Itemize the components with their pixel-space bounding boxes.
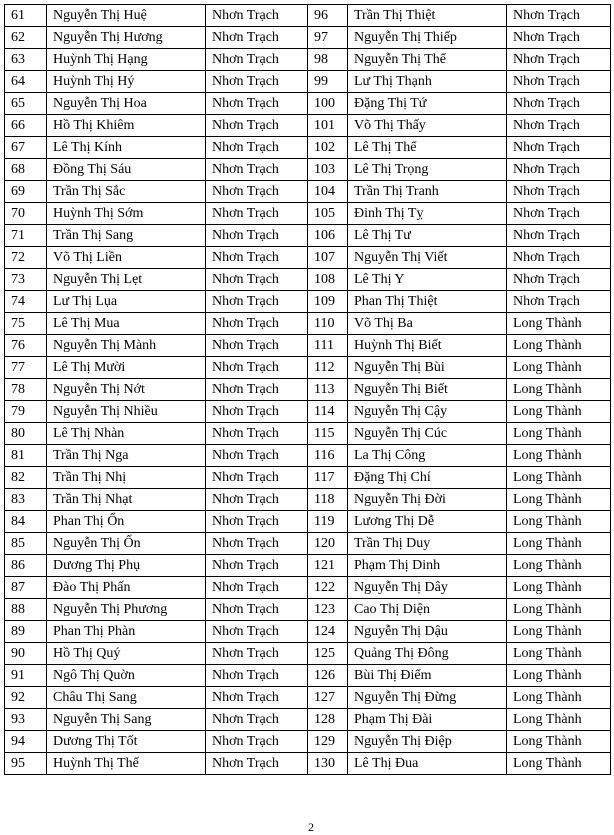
right-name-cell: Nguyễn Thị Biết: [348, 379, 507, 401]
roster-table: [4, 4, 611, 775]
right-place-cell: Nhơn Trạch: [507, 181, 611, 203]
left-place-cell: Nhơn Trạch: [206, 203, 308, 225]
left-number-cell: 90: [5, 643, 47, 665]
left-number-cell: 92: [5, 687, 47, 709]
right-place-cell: Long Thành: [507, 621, 611, 643]
right-number-cell: 121: [308, 555, 348, 577]
right-name-cell: Nguyễn Thị Điệp: [348, 731, 507, 753]
table-row: [5, 335, 611, 357]
right-number-cell: 104: [308, 181, 348, 203]
right-number-cell: 96: [308, 5, 348, 27]
right-number-cell: 128: [308, 709, 348, 731]
table-row: [5, 5, 611, 27]
right-place-cell: Nhơn Trạch: [507, 71, 611, 93]
right-number-cell: 98: [308, 49, 348, 71]
right-place-cell: Long Thành: [507, 555, 611, 577]
table-row: [5, 27, 611, 49]
left-name-cell: Nguyễn Thị Hoa: [47, 93, 206, 115]
left-name-cell: Nguyễn Thị Nhiều: [47, 401, 206, 423]
right-name-cell: Trần Thị Tranh: [348, 181, 507, 203]
left-name-cell: Dương Thị Phụ: [47, 555, 206, 577]
right-number-cell: 111: [308, 335, 348, 357]
table-row: [5, 445, 611, 467]
right-number-cell: 106: [308, 225, 348, 247]
left-place-cell: Nhơn Trạch: [206, 687, 308, 709]
right-name-cell: Nguyễn Thị Cúc: [348, 423, 507, 445]
right-place-cell: Long Thành: [507, 401, 611, 423]
left-place-cell: Nhơn Trạch: [206, 93, 308, 115]
table-row: [5, 687, 611, 709]
right-number-cell: 115: [308, 423, 348, 445]
right-number-cell: 102: [308, 137, 348, 159]
left-place-cell: Nhơn Trạch: [206, 665, 308, 687]
left-place-cell: Nhơn Trạch: [206, 49, 308, 71]
right-place-cell: Nhơn Trạch: [507, 115, 611, 137]
left-place-cell: Nhơn Trạch: [206, 511, 308, 533]
left-place-cell: Nhơn Trạch: [206, 489, 308, 511]
left-place-cell: Nhơn Trạch: [206, 291, 308, 313]
right-name-cell: Nguyễn Thị Dậu: [348, 621, 507, 643]
right-place-cell: Long Thành: [507, 511, 611, 533]
right-place-cell: Long Thành: [507, 313, 611, 335]
table-row: [5, 203, 611, 225]
left-name-cell: Nguyễn Thị Nớt: [47, 379, 206, 401]
right-name-cell: Huỳnh Thị Biết: [348, 335, 507, 357]
right-name-cell: Bùi Thị Điểm: [348, 665, 507, 687]
right-name-cell: Nguyễn Thị Dây: [348, 577, 507, 599]
table-row: [5, 401, 611, 423]
right-place-cell: Nhơn Trạch: [507, 49, 611, 71]
left-number-cell: 91: [5, 665, 47, 687]
left-number-cell: 62: [5, 27, 47, 49]
left-name-cell: Hồ Thị Khiêm: [47, 115, 206, 137]
table-row: [5, 577, 611, 599]
left-place-cell: Nhơn Trạch: [206, 731, 308, 753]
left-number-cell: 86: [5, 555, 47, 577]
right-place-cell: Long Thành: [507, 533, 611, 555]
right-place-cell: Nhơn Trạch: [507, 93, 611, 115]
left-number-cell: 63: [5, 49, 47, 71]
table-row: [5, 71, 611, 93]
left-name-cell: Trần Thị Sắc: [47, 181, 206, 203]
right-number-cell: 108: [308, 269, 348, 291]
left-place-cell: Nhơn Trạch: [206, 313, 308, 335]
document-page: [4, 4, 610, 834]
left-name-cell: Nguyễn Thị Lẹt: [47, 269, 206, 291]
left-number-cell: 94: [5, 731, 47, 753]
table-row: [5, 313, 611, 335]
left-name-cell: Lê Thị Kính: [47, 137, 206, 159]
left-place-cell: Nhơn Trạch: [206, 643, 308, 665]
left-place-cell: Nhơn Trạch: [206, 5, 308, 27]
right-place-cell: Long Thành: [507, 467, 611, 489]
right-number-cell: 116: [308, 445, 348, 467]
left-name-cell: Trần Thị Nhạt: [47, 489, 206, 511]
left-place-cell: Nhơn Trạch: [206, 225, 308, 247]
right-place-cell: Long Thành: [507, 423, 611, 445]
table-row: [5, 115, 611, 137]
right-name-cell: Nguyễn Thị Thiếp: [348, 27, 507, 49]
left-place-cell: Nhơn Trạch: [206, 599, 308, 621]
left-name-cell: Hồ Thị Quý: [47, 643, 206, 665]
right-name-cell: Phạm Thị Đài: [348, 709, 507, 731]
table-row: [5, 709, 611, 731]
right-name-cell: Võ Thị Ba: [348, 313, 507, 335]
left-name-cell: Huỳnh Thị Hạng: [47, 49, 206, 71]
left-number-cell: 71: [5, 225, 47, 247]
table-row: [5, 467, 611, 489]
left-name-cell: Trần Thị Sang: [47, 225, 206, 247]
right-name-cell: Lương Thị Dễ: [348, 511, 507, 533]
left-place-cell: Nhơn Trạch: [206, 753, 308, 775]
right-number-cell: 100: [308, 93, 348, 115]
left-place-cell: Nhơn Trạch: [206, 555, 308, 577]
right-number-cell: 101: [308, 115, 348, 137]
left-name-cell: Huỳnh Thị Sớm: [47, 203, 206, 225]
right-number-cell: 99: [308, 71, 348, 93]
left-number-cell: 88: [5, 599, 47, 621]
left-place-cell: Nhơn Trạch: [206, 445, 308, 467]
left-number-cell: 82: [5, 467, 47, 489]
left-name-cell: Dương Thị Tốt: [47, 731, 206, 753]
right-place-cell: Long Thành: [507, 643, 611, 665]
right-number-cell: 105: [308, 203, 348, 225]
left-name-cell: Huỳnh Thị Thế: [47, 753, 206, 775]
table-row: [5, 49, 611, 71]
right-number-cell: 112: [308, 357, 348, 379]
left-number-cell: 67: [5, 137, 47, 159]
left-name-cell: Trần Thị Nga: [47, 445, 206, 467]
right-number-cell: 107: [308, 247, 348, 269]
left-name-cell: Nguyễn Thị Mành: [47, 335, 206, 357]
right-name-cell: Nguyễn Thị Viết: [348, 247, 507, 269]
right-place-cell: Long Thành: [507, 599, 611, 621]
right-name-cell: Võ Thị Thấy: [348, 115, 507, 137]
right-name-cell: Đặng Thị Tứ: [348, 93, 507, 115]
left-name-cell: Nguyễn Thị Huệ: [47, 5, 206, 27]
right-place-cell: Nhơn Trạch: [507, 247, 611, 269]
right-name-cell: Nguyễn Thị Bùi: [348, 357, 507, 379]
right-name-cell: Lê Thị Đua: [348, 753, 507, 775]
left-place-cell: Nhơn Trạch: [206, 577, 308, 599]
right-number-cell: 103: [308, 159, 348, 181]
left-place-cell: Nhơn Trạch: [206, 467, 308, 489]
right-place-cell: Nhơn Trạch: [507, 225, 611, 247]
left-name-cell: Lư Thị Lụa: [47, 291, 206, 313]
left-name-cell: Lê Thị Mua: [47, 313, 206, 335]
right-number-cell: 97: [308, 27, 348, 49]
right-place-cell: Long Thành: [507, 709, 611, 731]
right-name-cell: La Thị Công: [348, 445, 507, 467]
left-number-cell: 68: [5, 159, 47, 181]
right-place-cell: Long Thành: [507, 489, 611, 511]
left-place-cell: Nhơn Trạch: [206, 709, 308, 731]
left-place-cell: Nhơn Trạch: [206, 247, 308, 269]
table-row: [5, 731, 611, 753]
left-place-cell: Nhơn Trạch: [206, 269, 308, 291]
right-number-cell: 125: [308, 643, 348, 665]
right-place-cell: Long Thành: [507, 335, 611, 357]
right-name-cell: Nguyễn Thị Đời: [348, 489, 507, 511]
right-name-cell: Phan Thị Thiệt: [348, 291, 507, 313]
left-name-cell: Phan Thị Ổn: [47, 511, 206, 533]
left-place-cell: Nhơn Trạch: [206, 423, 308, 445]
right-name-cell: Đặng Thị Chí: [348, 467, 507, 489]
right-number-cell: 110: [308, 313, 348, 335]
left-place-cell: Nhơn Trạch: [206, 379, 308, 401]
left-place-cell: Nhơn Trạch: [206, 115, 308, 137]
left-name-cell: Nguyễn Thị Ổn: [47, 533, 206, 555]
right-name-cell: Lê Thị Tư: [348, 225, 507, 247]
right-place-cell: Long Thành: [507, 753, 611, 775]
table-row: [5, 533, 611, 555]
table-row: [5, 137, 611, 159]
left-name-cell: Nguyễn Thị Sang: [47, 709, 206, 731]
roster-table-body: [5, 5, 611, 775]
right-place-cell: Long Thành: [507, 357, 611, 379]
right-name-cell: Lê Thị Thể: [348, 137, 507, 159]
left-place-cell: Nhơn Trạch: [206, 137, 308, 159]
right-place-cell: Long Thành: [507, 665, 611, 687]
right-name-cell: Nguyễn Thị Thể: [348, 49, 507, 71]
right-place-cell: Nhơn Trạch: [507, 159, 611, 181]
left-name-cell: Nguyễn Thị Phương: [47, 599, 206, 621]
table-row: [5, 93, 611, 115]
left-name-cell: Đào Thị Phấn: [47, 577, 206, 599]
left-place-cell: Nhơn Trạch: [206, 533, 308, 555]
left-number-cell: 83: [5, 489, 47, 511]
right-number-cell: 113: [308, 379, 348, 401]
right-name-cell: Trần Thị Thiệt: [348, 5, 507, 27]
left-name-cell: Huỳnh Thị Hý: [47, 71, 206, 93]
left-number-cell: 87: [5, 577, 47, 599]
left-name-cell: Lê Thị Nhàn: [47, 423, 206, 445]
right-name-cell: Đinh Thị Tỵ: [348, 203, 507, 225]
right-number-cell: 127: [308, 687, 348, 709]
left-number-cell: 81: [5, 445, 47, 467]
table-row: [5, 357, 611, 379]
left-number-cell: 75: [5, 313, 47, 335]
left-name-cell: Châu Thị Sang: [47, 687, 206, 709]
left-place-cell: Nhơn Trạch: [206, 401, 308, 423]
table-row: [5, 379, 611, 401]
right-number-cell: 126: [308, 665, 348, 687]
right-number-cell: 117: [308, 467, 348, 489]
right-name-cell: Quảng Thị Đông: [348, 643, 507, 665]
right-place-cell: Nhơn Trạch: [507, 203, 611, 225]
left-number-cell: 74: [5, 291, 47, 313]
left-place-cell: Nhơn Trạch: [206, 159, 308, 181]
left-number-cell: 79: [5, 401, 47, 423]
left-number-cell: 85: [5, 533, 47, 555]
table-row: [5, 291, 611, 313]
right-place-cell: Nhơn Trạch: [507, 137, 611, 159]
left-name-cell: Nguyễn Thị Hương: [47, 27, 206, 49]
left-place-cell: Nhơn Trạch: [206, 71, 308, 93]
left-number-cell: 70: [5, 203, 47, 225]
left-name-cell: Trần Thị Nhị: [47, 467, 206, 489]
left-number-cell: 64: [5, 71, 47, 93]
left-number-cell: 78: [5, 379, 47, 401]
right-place-cell: Nhơn Trạch: [507, 269, 611, 291]
right-name-cell: Nguyễn Thị Cậy: [348, 401, 507, 423]
table-row: [5, 511, 611, 533]
right-place-cell: Long Thành: [507, 731, 611, 753]
left-number-cell: 66: [5, 115, 47, 137]
left-number-cell: 89: [5, 621, 47, 643]
left-number-cell: 73: [5, 269, 47, 291]
right-place-cell: Nhơn Trạch: [507, 5, 611, 27]
right-name-cell: Cao Thị Diện: [348, 599, 507, 621]
right-place-cell: Long Thành: [507, 379, 611, 401]
right-number-cell: 109: [308, 291, 348, 313]
left-name-cell: Võ Thị Liền: [47, 247, 206, 269]
right-number-cell: 120: [308, 533, 348, 555]
table-row: [5, 621, 611, 643]
left-place-cell: Nhơn Trạch: [206, 335, 308, 357]
left-number-cell: 76: [5, 335, 47, 357]
left-number-cell: 95: [5, 753, 47, 775]
left-number-cell: 69: [5, 181, 47, 203]
right-number-cell: 130: [308, 753, 348, 775]
left-name-cell: Lê Thị Mười: [47, 357, 206, 379]
left-number-cell: 80: [5, 423, 47, 445]
page-number: 2: [308, 820, 314, 834]
right-place-cell: Long Thành: [507, 577, 611, 599]
left-number-cell: 93: [5, 709, 47, 731]
right-number-cell: 118: [308, 489, 348, 511]
table-row: [5, 753, 611, 775]
right-name-cell: Lê Thị Trọng: [348, 159, 507, 181]
table-row: [5, 643, 611, 665]
right-number-cell: 124: [308, 621, 348, 643]
table-row: [5, 423, 611, 445]
left-place-cell: Nhơn Trạch: [206, 357, 308, 379]
table-row: [5, 181, 611, 203]
left-number-cell: 65: [5, 93, 47, 115]
right-name-cell: Phạm Thị Dinh: [348, 555, 507, 577]
table-row: [5, 269, 611, 291]
table-row: [5, 247, 611, 269]
left-number-cell: 77: [5, 357, 47, 379]
right-number-cell: 122: [308, 577, 348, 599]
table-row: [5, 599, 611, 621]
table-row: [5, 489, 611, 511]
table-row: [5, 159, 611, 181]
right-place-cell: Nhơn Trạch: [507, 27, 611, 49]
table-row: [5, 555, 611, 577]
right-number-cell: 119: [308, 511, 348, 533]
right-name-cell: Lê Thị Y: [348, 269, 507, 291]
right-number-cell: 129: [308, 731, 348, 753]
right-name-cell: Lư Thị Thạnh: [348, 71, 507, 93]
table-row: [5, 665, 611, 687]
left-place-cell: Nhơn Trạch: [206, 27, 308, 49]
left-number-cell: 72: [5, 247, 47, 269]
left-name-cell: Phan Thị Phàn: [47, 621, 206, 643]
right-number-cell: 114: [308, 401, 348, 423]
left-number-cell: 84: [5, 511, 47, 533]
right-place-cell: Long Thành: [507, 687, 611, 709]
left-place-cell: Nhơn Trạch: [206, 181, 308, 203]
left-number-cell: 61: [5, 5, 47, 27]
left-name-cell: Đồng Thị Sáu: [47, 159, 206, 181]
right-place-cell: Nhơn Trạch: [507, 291, 611, 313]
left-place-cell: Nhơn Trạch: [206, 621, 308, 643]
right-number-cell: 123: [308, 599, 348, 621]
right-name-cell: Nguyễn Thị Đừng: [348, 687, 507, 709]
right-name-cell: Trần Thị Duy: [348, 533, 507, 555]
table-row: [5, 225, 611, 247]
right-place-cell: Long Thành: [507, 445, 611, 467]
left-name-cell: Ngô Thị Quờn: [47, 665, 206, 687]
